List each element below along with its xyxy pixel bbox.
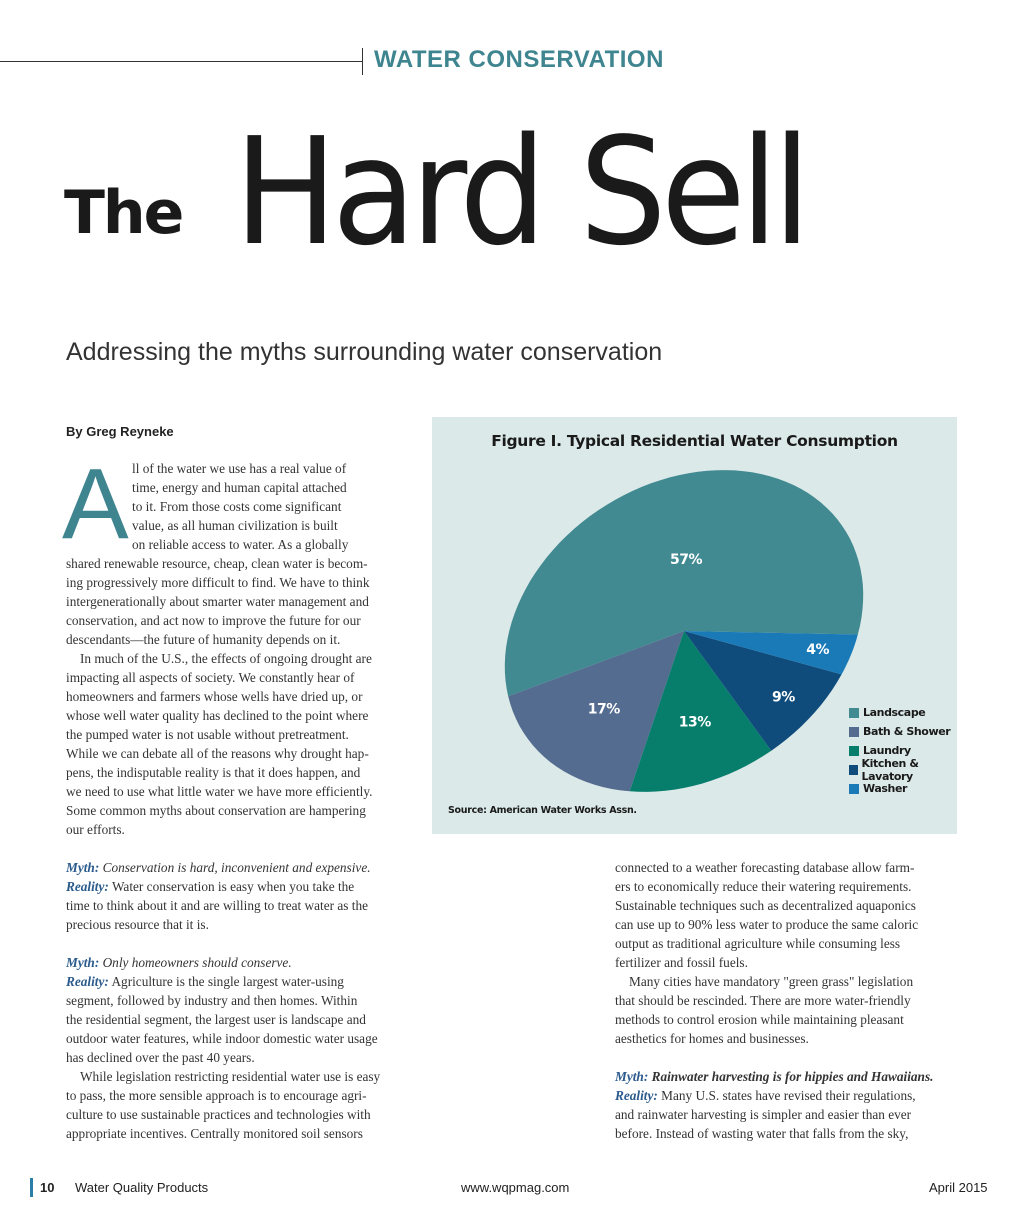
text-line: methods to control erosion while maintaining pleasant <box>615 1012 904 1027</box>
myth-statement: Rainwater harvesting is for hippies and Hawaiians. <box>651 1069 934 1084</box>
text-line: to it. From those costs come significant <box>132 499 342 514</box>
text-line: aesthetics for homes and businesses. <box>615 1031 809 1046</box>
byline: By Greg Reyneke <box>66 424 174 439</box>
legend-item-kitchen-lavatory <box>849 756 957 783</box>
article-title: Hard Sell <box>234 106 806 278</box>
chart-title: Figure I. Typical Residential Water Consumption <box>491 432 898 450</box>
reality-label: Reality: <box>66 974 109 989</box>
paragraph-sensors <box>615 858 961 972</box>
reality-text: Water conservation is easy when you take the <box>111 879 355 894</box>
myth-label: Myth: <box>66 955 100 970</box>
paragraph-legislation <box>66 1067 412 1143</box>
chart-source: Source: American Water Works Assn. <box>448 805 637 816</box>
pie-value-label: 17% <box>587 701 620 718</box>
text-line: before. Instead of wasting water that falls from the sky, <box>615 1126 909 1141</box>
text-line: Sustainable techniques such as decentralized aquaponics <box>615 898 916 913</box>
footer-accent-bar <box>30 1178 33 1197</box>
text-line: time to think about it and are willing to treat water as the <box>66 898 369 913</box>
reality-line <box>66 972 412 991</box>
legend-item-landscape <box>849 703 957 722</box>
text-line: homeowners and farmers whose wells have dried up, or <box>66 689 363 704</box>
text-line: shared renewable resource, cheap, clean water is becom- <box>66 556 368 571</box>
text-line: the residential segment, the largest user is landscape and <box>66 1012 366 1027</box>
myth-label: Myth: <box>615 1069 649 1084</box>
text-line: time, energy and human capital attached <box>132 480 347 495</box>
text-line: output as traditional agriculture while consuming less <box>615 936 901 951</box>
myth-statement: Conservation is hard, inconvenient and expensive. <box>102 860 371 875</box>
text-line: outdoor water features, while indoor domestic water usage <box>66 1031 378 1046</box>
text-line: Many cities have mandatory "green grass" legislation <box>629 974 914 989</box>
myth-line <box>615 1067 961 1086</box>
drop-cap: A <box>62 448 129 560</box>
paragraph-green-grass <box>615 972 961 1048</box>
text-line: ers to economically reduce their watering requirements. <box>615 879 912 894</box>
legend-item-bath-shower <box>849 722 957 741</box>
text-line: on reliable access to water. As a globally <box>132 537 349 552</box>
legend-swatch <box>849 765 858 775</box>
text-line: precious resource that it is. <box>66 917 209 932</box>
legend-swatch <box>849 746 859 756</box>
text-line: In much of the U.S., the effects of ongoing drought are <box>80 651 372 666</box>
column-left-lower <box>66 858 412 1143</box>
pie-value-label: 9% <box>772 689 795 706</box>
text-line: to pass, the more sensible approach is to encourage agri- <box>66 1088 367 1103</box>
publication-name: Water Quality Products <box>75 1180 209 1195</box>
text-line: pens, the indisputable reality is that it does happen, and <box>66 765 361 780</box>
text-line: value, as all human civilization is built <box>132 518 338 533</box>
text-line: descendants—the future of humanity depends on it. <box>66 632 341 647</box>
legend-label: Landscape <box>863 706 926 719</box>
intro-text <box>66 459 412 839</box>
legend-label: Laundry <box>863 744 911 757</box>
text-line: we need to use what little water we have more efficiently. <box>66 784 373 799</box>
reality-label: Reality: <box>66 879 109 894</box>
text-line: connected to a weather forecasting database allow farm- <box>615 860 915 875</box>
text-line: conservation, and act now to improve the future for our <box>66 613 361 628</box>
text-line: the pumped water is not usable without pretreatment. <box>66 727 349 742</box>
reality-line <box>66 877 412 896</box>
legend-label: Kitchen & Lavatory <box>861 756 919 783</box>
legend-swatch <box>849 727 859 737</box>
text-line: impacting all aspects of society. We constantly hear of <box>66 670 355 685</box>
chart-legend <box>849 703 957 798</box>
pie-value-label: 13% <box>678 714 711 731</box>
myth-block-1 <box>66 858 412 934</box>
legend-swatch <box>849 708 859 718</box>
legend-label: Washer <box>863 782 908 795</box>
text-line: segment, followed by industry and then homes. Within <box>66 993 358 1008</box>
text-line: Some common myths about conservation are hampering <box>66 803 366 818</box>
page-number: 10 <box>40 1180 55 1195</box>
reality-label: Reality: <box>615 1088 658 1103</box>
myth-block-2 <box>66 953 412 1067</box>
reality-text: Many U.S. states have revised their regulations, <box>661 1088 916 1103</box>
header-rule <box>0 61 362 62</box>
article-subtitle: Addressing the myths surrounding water conservation <box>66 338 663 366</box>
title-prefix: The <box>64 178 183 248</box>
legend-swatch <box>849 784 859 794</box>
column-right-lower <box>615 858 961 1143</box>
text-line: and rainwater harvesting is simpler and easier than ever <box>615 1107 912 1122</box>
text-line: ll of the water we use has a real value of <box>132 461 347 476</box>
myth-block-3 <box>615 1067 961 1143</box>
text-line: intergenerationally about smarter water management and <box>66 594 369 609</box>
text-line: appropriate incentives. Centrally monitored soil sensors <box>66 1126 363 1141</box>
text-line: our efforts. <box>66 822 125 837</box>
text-line: whose well water quality has declined to the point where <box>66 708 369 723</box>
myth-statement: Only homeowners should conserve. <box>102 955 292 970</box>
text-line: fertilizer and fossil fuels. <box>615 955 748 970</box>
website-link[interactable]: www.wqpmag.com <box>461 1180 570 1195</box>
myth-line <box>66 953 412 972</box>
legend-label: Bath & Shower <box>863 725 951 738</box>
reality-text: Agriculture is the single largest water-using <box>111 974 344 989</box>
myth-line <box>66 858 412 877</box>
text-line: While we can debate all of the reasons why drought hap- <box>66 746 369 761</box>
header-rule-tick <box>362 48 363 75</box>
issue-date: April 2015 <box>929 1180 988 1195</box>
text-line: has declined over the past 40 years. <box>66 1050 255 1065</box>
pie-value-label: 57% <box>669 552 703 568</box>
text-line: ing progressively more difficult to find. We have to think <box>66 575 370 590</box>
text-line: that should be rescinded. There are more water-friendly <box>615 993 911 1008</box>
text-line: While legislation restricting residential water use is easy <box>80 1069 381 1084</box>
myth-label: Myth: <box>66 860 100 875</box>
text-line: culture to use sustainable practices and technologies with <box>66 1107 371 1122</box>
reality-line <box>615 1086 961 1105</box>
intro-paragraph <box>66 459 412 649</box>
pie-value-label: 4% <box>806 641 829 658</box>
text-line: can use up to 90% less water to produce the same caloric <box>615 917 919 932</box>
section-label: WATER CONSERVATION <box>374 46 664 73</box>
paragraph-drought <box>66 649 412 839</box>
figure-panel <box>432 417 957 834</box>
